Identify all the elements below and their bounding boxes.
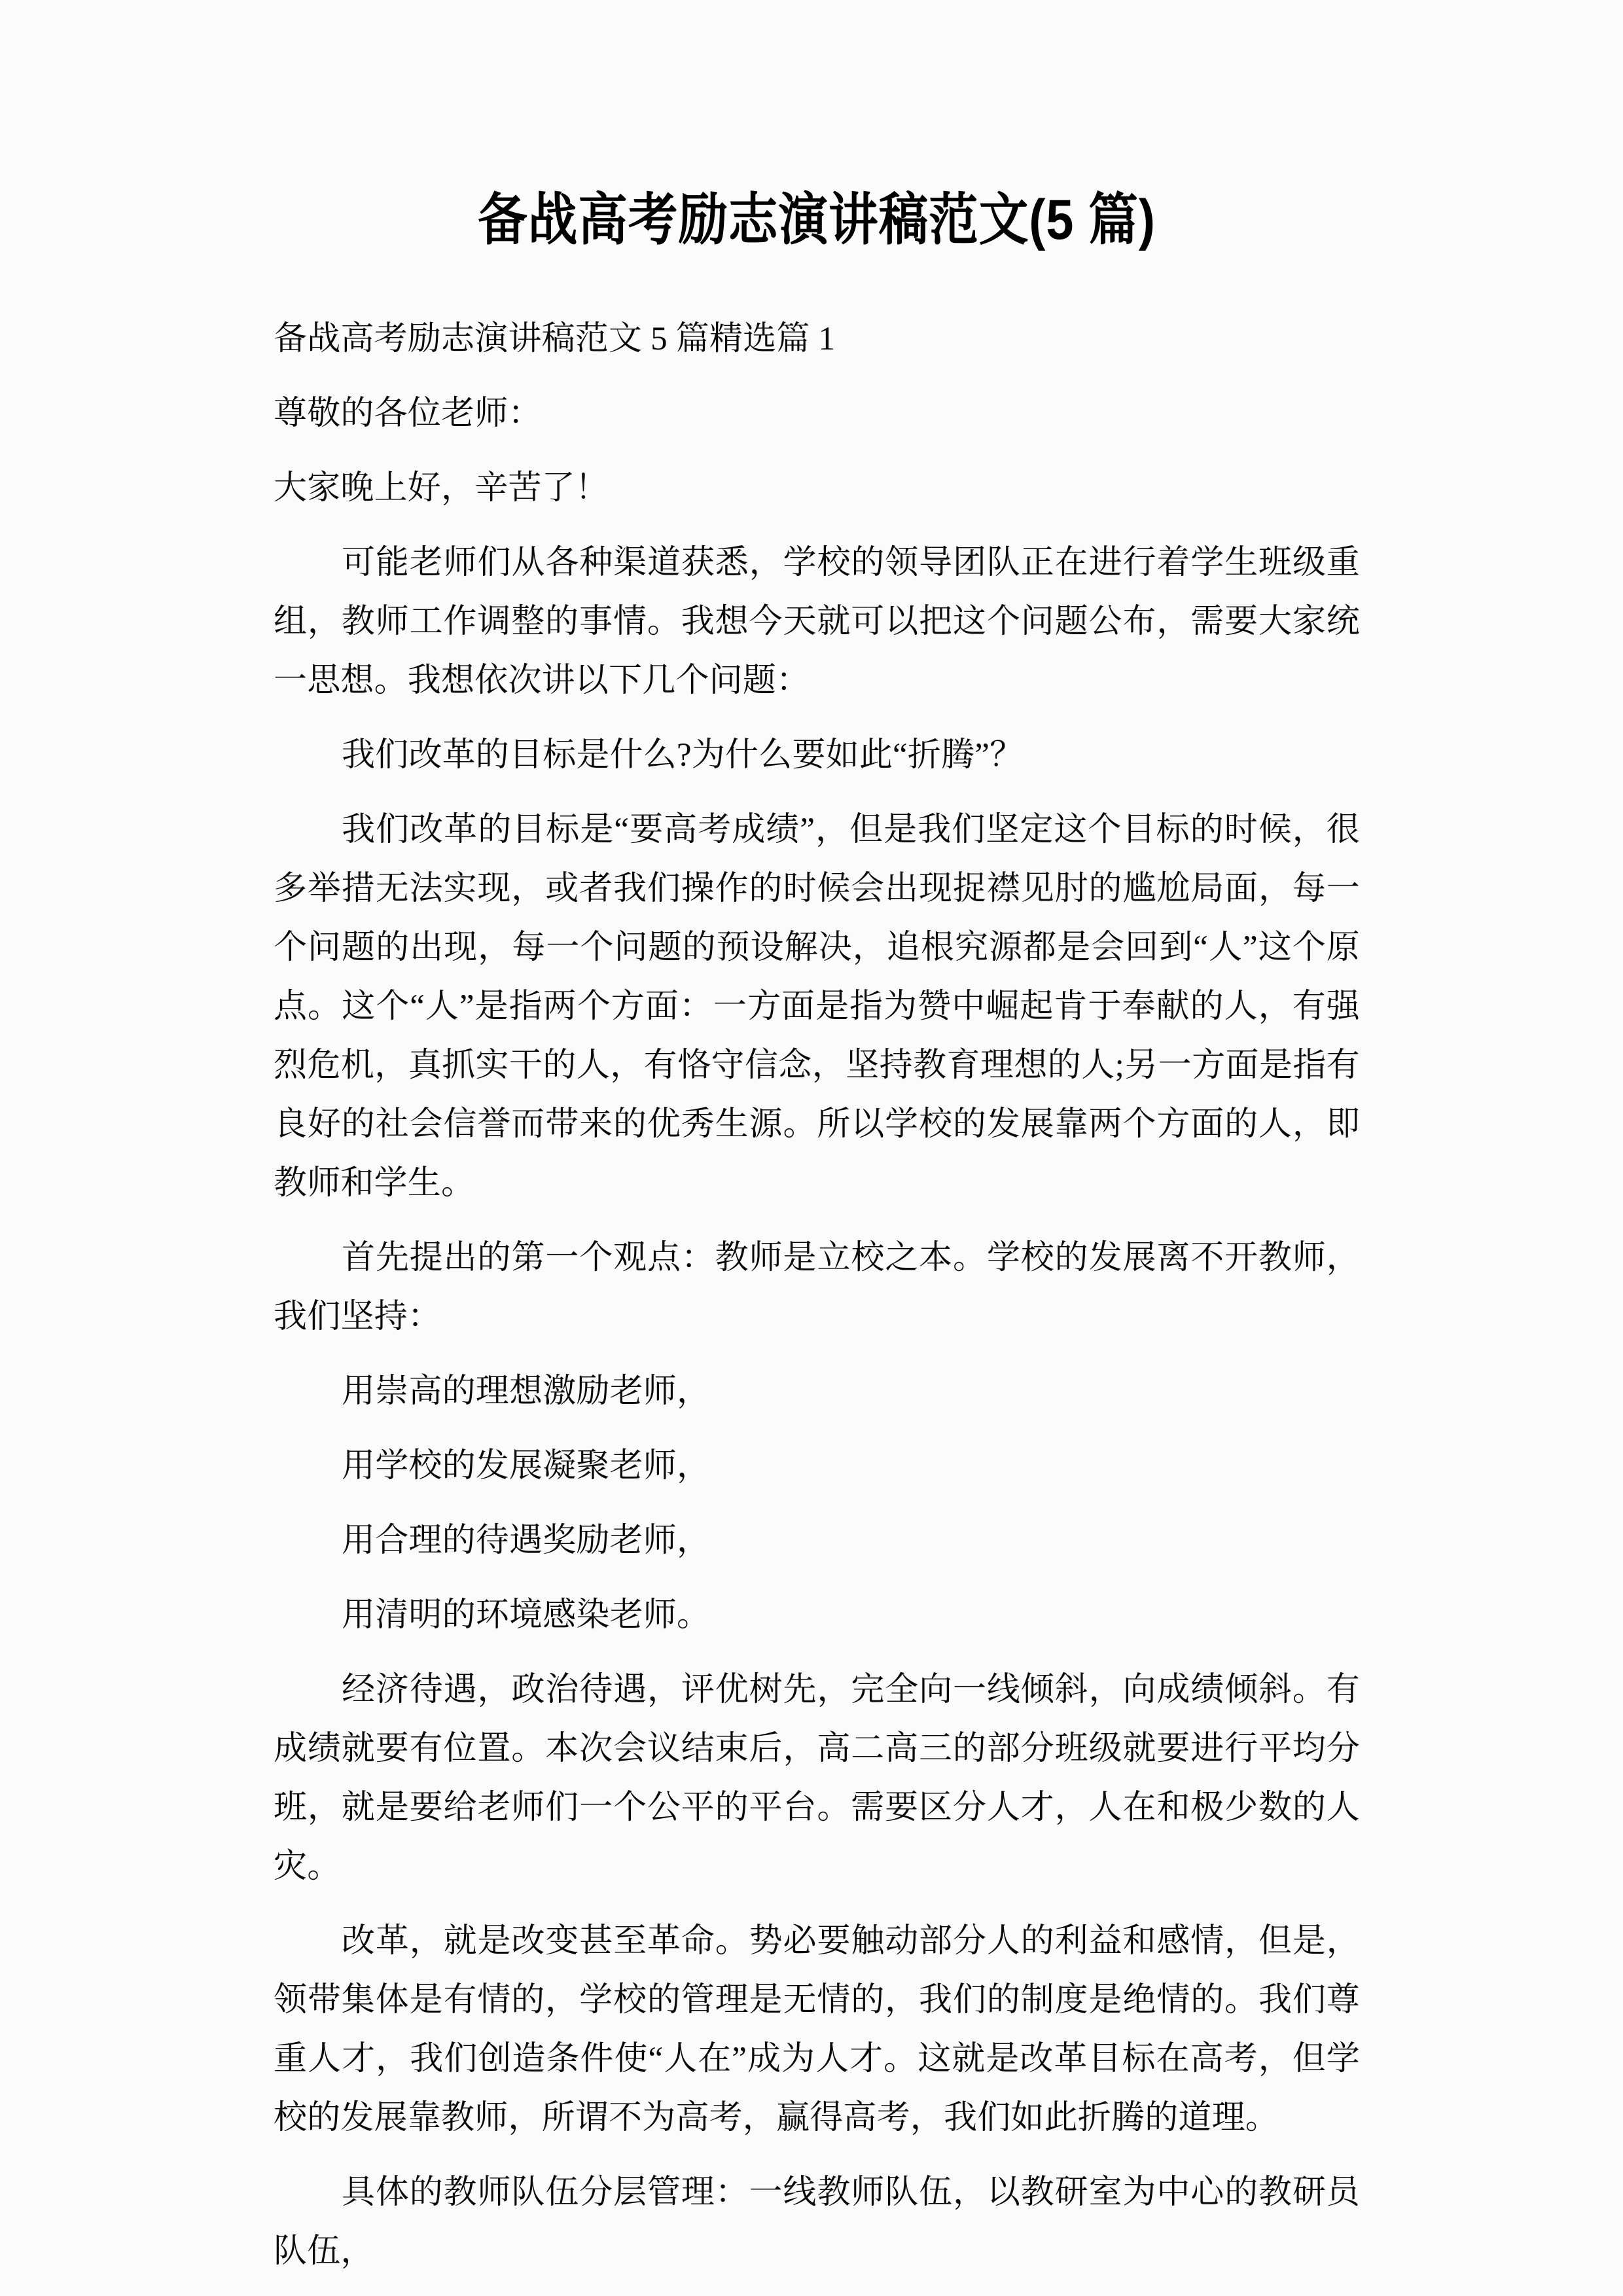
list-item-4: 用清明的环境感染老师。 [342, 1597, 711, 1634]
paragraph-6: 具体的教师队伍分层管理：一线教师队伍，以教研室为中心的教研员队伍， [274, 2174, 1360, 2270]
paragraph-5: 改革，就是改变甚至革命。势必要触动部分人的利益和感情，但是，领带集体是有情的，学校的管理是无情的，我们的制度是绝情的。我们尊重人才，我们创造条件使“人在”成为人才。这就是改革目标在高考，但学校的发展靠教师，所谓不为高考，赢得高考，我们如此折腾的道理。 [274, 1923, 1360, 2137]
list-item-2: 用学校的发展凝聚老师， [342, 1448, 711, 1485]
list-item-1: 用崇高的理想激励老师， [342, 1373, 711, 1410]
paragraph-4: 经济待遇，政治待遇，评优树先，完全向一线倾斜，向成绩倾斜。有成绩就要有位置。本次会议结束后，高二高三的部分班级就要进行平均分班，就是要给老师们一个公平的平台。需要区分人才，人在和极少数的人灾。 [274, 1672, 1360, 1886]
salutation: 尊敬的各位老师： [274, 395, 542, 433]
paragraph-3: 首先提出的第一个观点：教师是立校之本。学校的发展离不开教师，我们坚持： [274, 1240, 1360, 1336]
paragraph-2: 我们改革的目标是“要高考成绩”，但是我们坚定这个目标的时候，很多举措无法实现，或者我们操作的时候会出现捉襟见肘的尴尬局面，每一个问题的出现，每一个问题的预设解决，追根究源都是会回到“人”这个原点。这个“人”是指两个方面：一方面是指为赞中崛起肯于奉献的人，有强烈危机，真抓实干的人，有恪守信念，坚持教育理想的人;另一方面是指有良好的社会信誉而带来的优秀生源。所以学校的发展靠两个方面的人，即教师和学生。 [274, 812, 1360, 1202]
page-content [274, 0, 1360, 2281]
page-title: 备战高考励志演讲稿范文(5 篇) [478, 188, 1156, 251]
heading-line: 备战高考励志演讲稿范文 5 篇精选篇 1 [274, 321, 836, 358]
document-body [274, 310, 1360, 2281]
paragraph-1: 可能老师们从各种渠道获悉，学校的领导团队正在进行着学生班级重组，教师工作调整的事情。我想今天就可以把这个问题公布，需要大家统一思想。我想依次讲以下几个问题： [274, 545, 1360, 700]
list-item-3: 用合理的待遇奖励老师， [342, 1522, 711, 1560]
greeting: 大家晚上好，辛苦了！ [274, 470, 609, 507]
section-question: 我们改革的目标是什么?为什么要如此“折腾”？ [342, 737, 1024, 774]
